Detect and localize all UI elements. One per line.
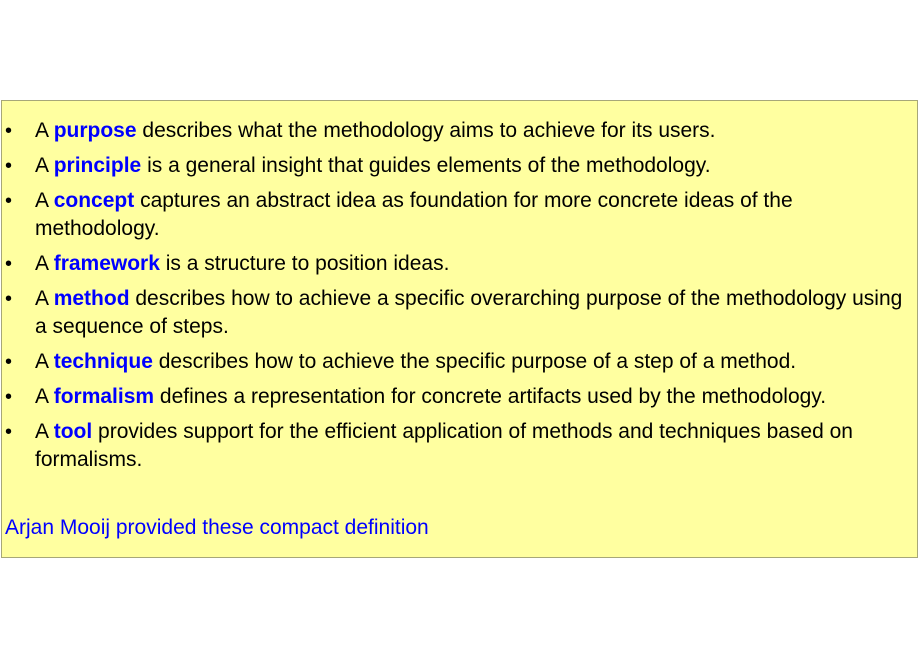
definition-text: provides support for the efficient application of methods and techniques based on formalisms. [35, 420, 853, 471]
bullet-icon: • [5, 190, 13, 212]
term: principle [53, 154, 142, 177]
term: technique [53, 350, 153, 373]
definition-text: captures an abstract idea as foundation for more concrete ideas of the methodology. [35, 189, 793, 240]
definition-text: describes how to achieve the specific purpose of a step of a method. [158, 350, 797, 373]
bullet-icon: • [5, 288, 13, 310]
term: tool [53, 420, 93, 443]
term: framework [53, 252, 160, 275]
definition-text: is a structure to position ideas. [165, 252, 450, 275]
list-item [2, 418, 907, 474]
bullet-icon: • [5, 155, 13, 177]
definition-text: defines a representation for concrete artifacts used by the methodology. [159, 385, 827, 408]
list-item [2, 117, 907, 145]
term: purpose [53, 119, 137, 142]
article: A [35, 189, 48, 212]
bullet-icon: • [5, 386, 13, 408]
bullet-icon: • [5, 351, 13, 373]
list-item [2, 348, 907, 376]
definition-text: is a general insight that guides elements of the methodology. [147, 154, 711, 177]
article: A [35, 252, 48, 275]
article: A [35, 287, 48, 310]
definition-list [2, 117, 907, 481]
list-item [2, 383, 907, 411]
bullet-icon: • [5, 253, 13, 275]
definition-text: describes how to achieve a specific overarching purpose of the methodology using a sequence of steps. [35, 287, 903, 338]
term: method [53, 287, 130, 310]
list-item [2, 250, 907, 278]
list-item [2, 187, 907, 243]
article: A [35, 420, 48, 443]
term: concept [53, 189, 135, 212]
bullet-icon: • [5, 421, 13, 443]
definitions-panel [1, 100, 918, 558]
attribution-footnote: Arjan Mooij provided these compact definition [5, 516, 429, 539]
definition-text: describes what the methodology aims to achieve for its users. [142, 119, 716, 142]
article: A [35, 350, 48, 373]
list-item [2, 285, 907, 341]
article: A [35, 385, 48, 408]
list-item [2, 152, 907, 180]
bullet-icon: • [5, 120, 13, 142]
article: A [35, 154, 48, 177]
article: A [35, 119, 48, 142]
term: formalism [53, 385, 155, 408]
